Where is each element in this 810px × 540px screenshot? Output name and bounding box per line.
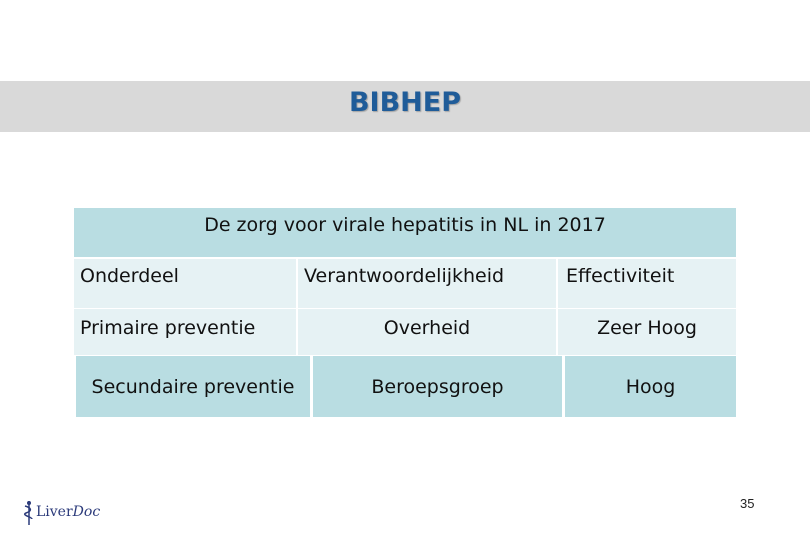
caduceus-icon [22,500,36,526]
logo-text-main: Liver [36,504,73,520]
table-caption: De zorg voor virale hepatitis in NL in 2017 [74,208,736,257]
header-cell-effectiviteit: Effectiviteit [558,259,736,308]
row2-effectiviteit: Hoog [565,356,736,417]
header-cell-onderdeel: Onderdeel [74,259,296,308]
row2-verantwoordelijkheid: Beroepsgroep [313,356,562,417]
header-cell-verantwoordelijkheid: Verantwoordelijkheid [298,259,556,308]
logo-text-accent: Doc [72,504,101,520]
row1-verantwoordelijkheid: Overheid [298,309,556,355]
slide-title: BIBHEP [348,87,462,118]
row2-onderdeel: Secundaire preventie [76,356,310,417]
page-number: 35 [740,496,755,511]
row1-onderdeel: Primaire preventie [74,309,296,355]
liverdoc-logo [22,498,132,528]
row1-effectiviteit: Zeer Hoog [558,309,736,355]
